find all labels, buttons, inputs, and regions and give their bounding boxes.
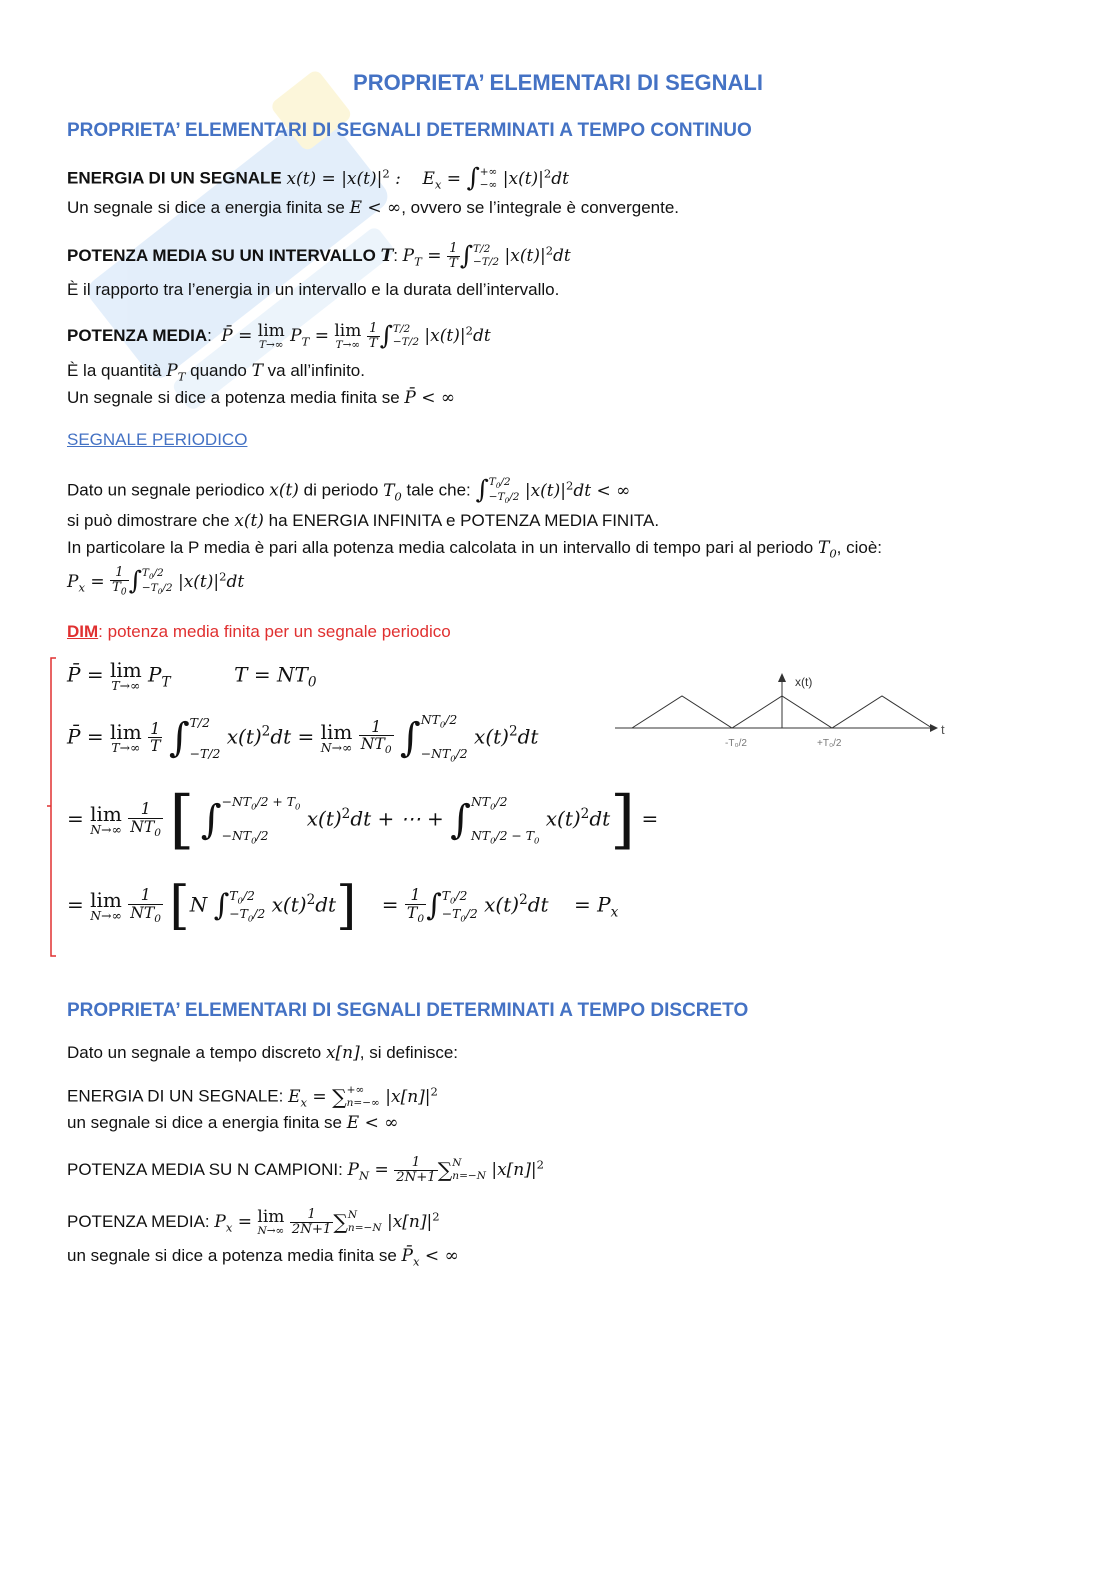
discrete-power-line: POTENZA MEDIA: $P_x$ = lim N→∞ $\frac{1}{2N+1}$ ∑ N n=−N $|x[n]|^2$: [67, 1206, 440, 1237]
discrete-power-note: un segnale si dice a potenza media finita se $P̄_x$ < ∞: [67, 1246, 459, 1269]
energy-line: ENERGIA DI UN SEGNALE $x(t) = |x(t)|^2$ : $E_x$ = ∫ +∞ −∞ $|x(t)|^2dt$: [67, 163, 569, 194]
tick-label-neg: -T₀/2: [725, 738, 747, 749]
tick-label-pos: +T₀/2: [817, 738, 842, 749]
energy-note: Un segnale si dice a energia finita se E < ∞, ovvero se l’integrale è convergente.: [67, 198, 680, 218]
dim-heading: DIM: potenza media finita per un segnale periodico: [67, 622, 451, 641]
power-interval-note: È il rapporto tra l’energia in un intervallo e la durata dell’intervallo.: [67, 280, 560, 299]
power-note-1: È la quantità $P_T$ quando T va all’infinito.: [67, 361, 365, 384]
proof-line-4: = lim N→∞ $\frac{1}{NT_0}$ [N ∫ $T_0/2$ $-T_0/2$ $x(t)^2dt$] = $\frac{1}{T_0}$ ∫ $T_0/2$ $-T_0/2$ $x(t)^2dt$ = $P_x$: [67, 876, 619, 936]
periodic-line-1: Dato un segnale periodico x(t) di periodo $T_0$ tale che: ∫ $T_0/2$ $-T_0/2$ $|x(t)|^2dt$ < ∞: [67, 475, 631, 506]
periodic-link[interactable]: SEGNALE PERIODICO: [67, 430, 248, 449]
y-axis-label: x(t): [795, 675, 813, 689]
discrete-power-n-line: POTENZA MEDIA SU N CAMPIONI: $P_N$ = $\frac{1}{2N+1}$ ∑ N n=−N $|x[n]|^2$: [67, 1155, 544, 1185]
amplitude-axis-arrow: [778, 673, 786, 682]
proof-line-2: P̄ = lim T→∞ $\frac{1}{T}$ ∫ T/2 −T/2 $x(t)^2dt$ = lim N→∞ $\frac{1}{NT_0}$ ∫ $NT_0/2$ $-NT_0/2$ $x(t)^2dt$: [67, 712, 539, 763]
proof-line-1: P̄ = lim T→∞ $P_T$ $T = NT_0$: [67, 658, 317, 693]
discrete-intro: Dato un segnale a tempo discreto x[n], si definisce:: [67, 1043, 459, 1063]
power-note-2: Un segnale si dice a potenza media finita se P̄ < ∞: [67, 388, 456, 408]
energy-label: ENERGIA DI UN SEGNALE: [67, 168, 282, 188]
periodic-line-2: si può dimostrare che x(t) ha ENERGIA INFINITA e POTENZA MEDIA FINITA.: [67, 511, 660, 531]
section-continuous-heading: PROPRIETA’ ELEMENTARI DI SEGNALI DETERMINATI A TEMPO CONTINUO: [67, 120, 752, 141]
proof-line-3: = lim N→∞ $\frac{1}{NT_0}$ [ ∫ $-NT_0/2 + T_0$ $-NT_0/2$ $x(t)^2dt$ + ⋯ + ∫ $NT_0/2$ $NT_0/2 - T_0$ $x(t)^2dt$] =: [67, 783, 659, 857]
page-title: PROPRIETA’ ELEMENTARI DI SEGNALI: [353, 70, 763, 95]
discrete-energy-note: un segnale si dice a energia finita se E < ∞: [67, 1113, 399, 1133]
periodic-formula: $P_x$ = $\frac{1}{T_0}$ ∫ $T_0/2$ $-T_0/2$ $|x(t)|^2dt$: [67, 565, 245, 598]
power-line: POTENZA MEDIA: P̄ = lim T→∞ $P_T$ = lim T→∞ $\frac{1}{T}$ ∫ T/2 −T/2 $|x(t)|^2dt$: [67, 320, 491, 351]
discrete-energy-line: ENERGIA DI UN SEGNALE: $E_x$ = ∑ +∞ n=−∞ $|x[n]|^2$: [67, 1084, 438, 1110]
power-interval-line: POTENZA MEDIA SU UN INTERVALLO T: $P_T$ = $\frac{1}{T}$ ∫ T/2 −T/2 $|x(t)|^2dt$: [67, 240, 571, 271]
proof-bracket: [46, 656, 58, 960]
section-discrete-heading: PROPRIETA’ ELEMENTARI DI SEGNALI DETERMINATI A TEMPO DISCRETO: [67, 1000, 749, 1021]
periodic-line-3: In particolare la P media è pari alla potenza media calcolata in un intervallo di tempo pari al periodo $T_0$, cioè:: [67, 538, 883, 561]
triangle-wave-chart: [605, 668, 965, 758]
x-axis-label: t: [941, 722, 945, 737]
